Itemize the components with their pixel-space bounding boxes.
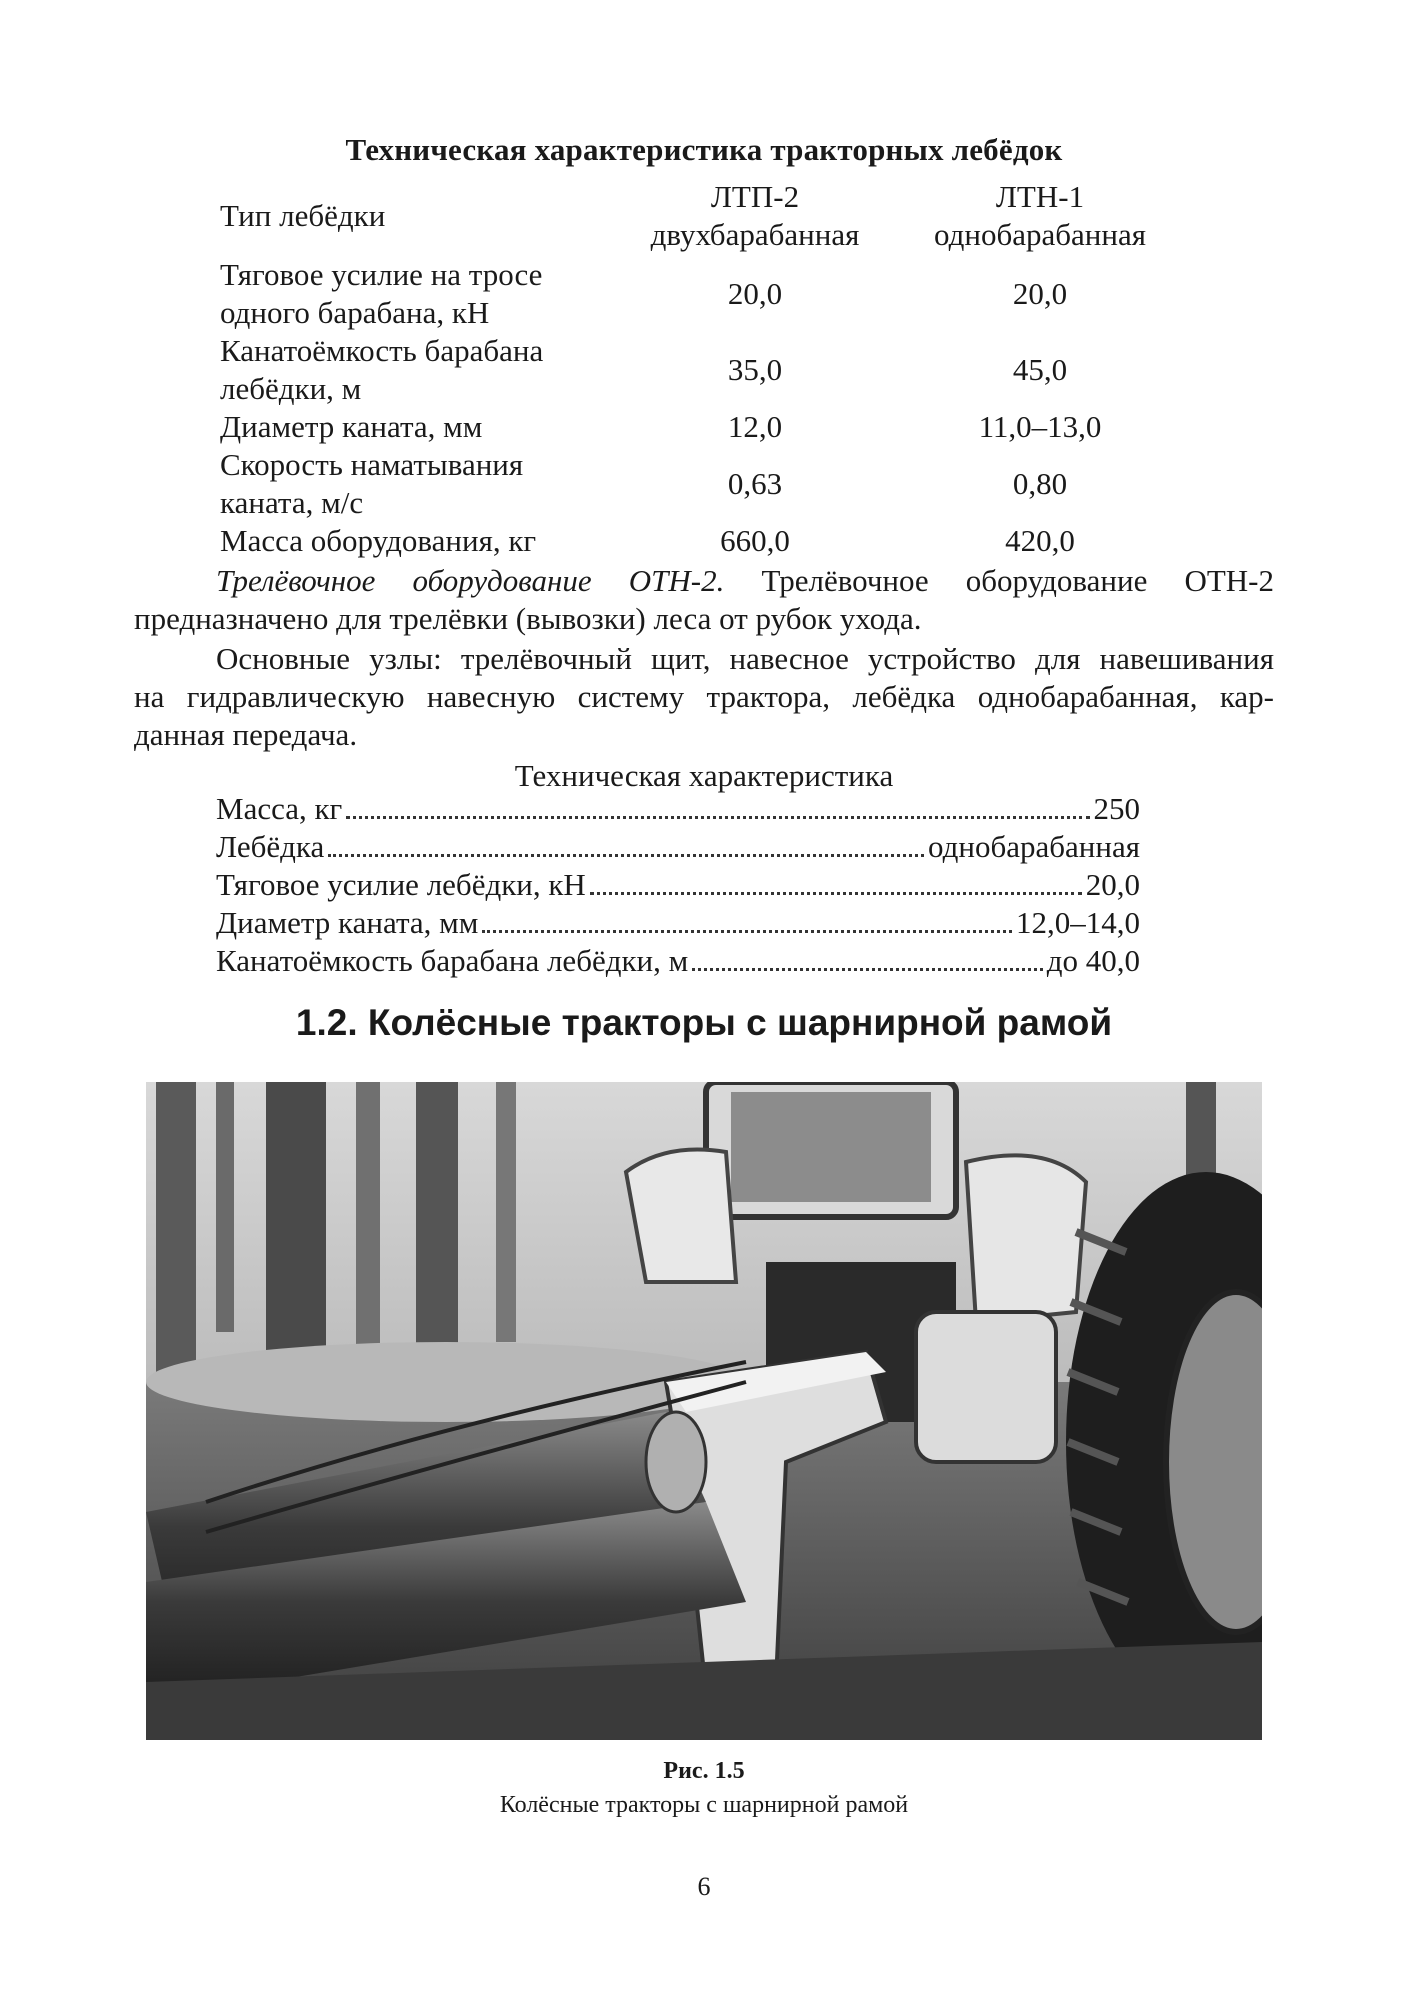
spec-list-title: Техническая характеристика xyxy=(514,758,894,793)
row-label: Масса оборудования, кг xyxy=(220,523,537,558)
row-value-ltn1: 420,0 xyxy=(1005,523,1075,558)
spec-value: до 40,0 xyxy=(1046,943,1140,978)
row-value-ltp2: 660,0 xyxy=(720,523,790,558)
section-heading: 1.2. Колёсные тракторы с шарнирной рамой xyxy=(295,1002,1113,1043)
row-value-ltn1: 20,0 xyxy=(1012,276,1068,311)
row-value-ltp2: 0,63 xyxy=(727,466,783,501)
row-label-line: Скорость наматывания xyxy=(220,447,524,482)
paragraph-line: Основные узлы: трелёвочный щит, навесное устройство для навешивания xyxy=(216,641,1274,676)
spec-key: Диаметр каната, мм xyxy=(216,905,479,940)
header-col-ltp2 xyxy=(610,178,900,254)
paragraph-line: предназначено для трелёвки (вывозки) леса от рубок ухода. xyxy=(134,601,922,636)
page-number: 6 xyxy=(697,1872,711,1901)
spec-list xyxy=(216,790,1140,980)
spec-list-item xyxy=(216,942,1140,980)
dot-leader xyxy=(482,930,1012,933)
row-value-ltp2: 20,0 xyxy=(727,276,783,311)
header-col-ltp2-type: двухбарабанная xyxy=(650,217,860,252)
row-value-ltn1: 11,0–13,0 xyxy=(978,409,1102,444)
row-value-ltn1: 0,80 xyxy=(1012,466,1068,501)
spec-list-item xyxy=(216,790,1140,828)
dot-leader xyxy=(328,854,924,857)
spec-value: однобарабанная xyxy=(928,829,1140,864)
spec-value: 20,0 xyxy=(1085,867,1140,902)
row-label xyxy=(220,332,610,408)
spec-key: Лебёдка xyxy=(216,829,325,864)
row-value-ltp2: 35,0 xyxy=(727,352,783,387)
winch-spec-table xyxy=(220,178,1180,560)
header-col-ltp2-model: ЛТП-2 xyxy=(710,179,800,214)
spec-list-item xyxy=(216,904,1140,942)
tractor-photo-illustration xyxy=(146,1082,1262,1740)
row-label-line: Канатоёмкость барабана xyxy=(220,333,544,368)
header-col-ltn1-model: ЛТН-1 xyxy=(995,179,1085,214)
row-label-line: каната, м/с xyxy=(220,485,364,520)
figure-caption: Колёсные тракторы с шарнирной рамой xyxy=(499,1792,909,1818)
paragraph-line: данная передача. xyxy=(134,717,358,752)
table-row xyxy=(220,522,1180,560)
spec-list-item xyxy=(216,828,1140,866)
row-value-ltn1: 45,0 xyxy=(1012,352,1068,387)
dot-leader xyxy=(692,968,1042,971)
spec-key: Тяговое усилие лебёдки, кН xyxy=(216,867,586,902)
spec-key: Канатоёмкость барабана лебёдки, м xyxy=(216,943,689,978)
header-col-ltn1 xyxy=(900,178,1180,254)
winch-table-title: Техническая характеристика тракторных лебёдок xyxy=(345,132,1063,167)
spec-key: Масса, кг xyxy=(216,791,343,826)
italic-lead: Трелёвочное оборудование ОТН-2. xyxy=(216,563,725,598)
paragraph-otn2 xyxy=(134,562,1274,638)
table-row xyxy=(220,446,1180,522)
dot-leader xyxy=(346,816,1089,819)
header-col-ltn1-type: однобарабанная xyxy=(934,217,1146,252)
paragraph-text: Трелёвочное оборудование ОТН-2 xyxy=(761,563,1275,598)
table-row xyxy=(220,256,1180,332)
row-label xyxy=(220,256,610,332)
paragraph-line: на гидравлическую навесную систему трактора, лебёдка однобарабанная, кар- xyxy=(134,679,1274,714)
table-row xyxy=(220,332,1180,408)
paragraph-main-units xyxy=(134,640,1274,754)
spec-list-item xyxy=(216,866,1140,904)
row-value-ltp2: 12,0 xyxy=(727,409,783,444)
figure-label: Рис. 1.5 xyxy=(663,1758,745,1784)
row-label-line: одного барабана, кН xyxy=(220,295,490,330)
paragraph-line xyxy=(134,562,1274,600)
dot-leader xyxy=(590,892,1082,895)
row-label: Диаметр каната, мм xyxy=(220,409,483,444)
spec-value: 250 xyxy=(1093,791,1140,826)
tractor-photo xyxy=(146,1082,1262,1740)
table-header-row xyxy=(220,178,1180,254)
table-row xyxy=(220,408,1180,446)
row-label-line: лебёдки, м xyxy=(220,371,362,406)
row-label xyxy=(220,446,610,522)
header-label: Тип лебёдки xyxy=(220,198,386,233)
row-label-line: Тяговое усилие на тросе xyxy=(220,257,543,292)
spec-value: 12,0–14,0 xyxy=(1016,905,1140,940)
